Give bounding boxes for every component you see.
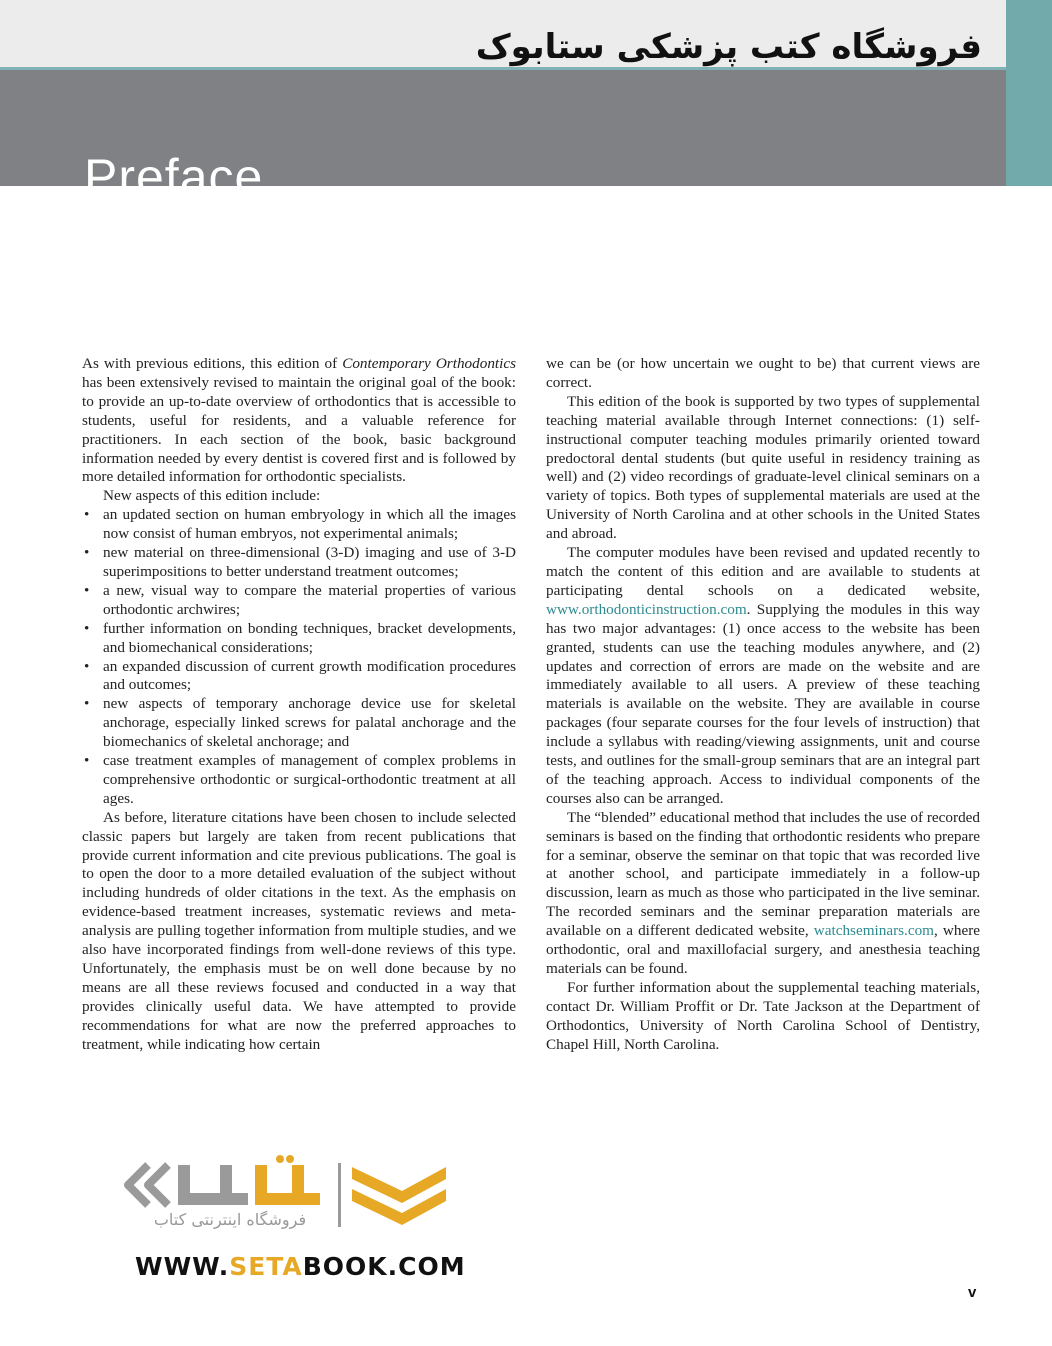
list-item: • an updated section on human embryology in which all the images now consist of human embryos, not experimental animals; (82, 506, 516, 544)
side-tab (1006, 0, 1052, 186)
chevron-icon (128, 1165, 168, 1205)
aspects-intro: New aspects of this edition include: (103, 487, 321, 505)
continuation-paragraph: we can be (or how uncertain we ought to be) that current views are correct. (546, 355, 980, 391)
page-title: Preface (84, 148, 264, 205)
logo-tagline: فروشگاه اینترنتی کتاب (153, 1210, 307, 1229)
intro-paragraph: As with previous editions, this edition of Contemporary Orthodontics has been extensively revised to maintain the original goal of the book: to provide an up-to-date overview of orthodontics that is accessible to students, useful for residents, and a valuable reference for practitioners. In each section of the book, basic background information needed by every dentist is covered first and is followed by more detailed information for orthodontic specialists. (82, 355, 516, 486)
blended-paragraph: The “blended” educational method that includes the use of recorded seminars is based on the finding that orthodontic residents who prepare for a seminar, observe the seminar on that topic that was recorded live at another school, and participate immediately in a follow-up discussion, learn as much as those who participated in the live seminar. The recorded seminars and the seminar preparation materials are available on a different dedicated website, watchseminars.com, where orthodontic, oral and maxillofacial surgery, and anesthesia teaching materials can be found. (546, 808, 980, 977)
list-item: • an expanded discussion of current growth modification procedures and outcomes; (82, 658, 516, 696)
modules-paragraph: The computer modules have been revised and updated recently to match the content of this edition and are available to students at participating dental schools on a dedicated website, www.orthodonticinstruction.com. Supplying the modules in this way has two major advantages: (1) once access to the website has been granted, students can use the teaching modules anywhere, and (2) updates and correction of errors are made on the website and are immediately available to all users. A preview of these teaching materials is available on the website. They are available in course packages (four separate courses for the four levels of instruction) that include a syllabus with reading/viewing assignments, unit and course tests, and outlines for the small-group seminars that are an integral part of the teaching approach. Access to individual components of the courses also can be arranged. (546, 544, 980, 807)
list-item: • case treatment examples of management of complex problems in comprehensive orthodontic or surgical-orthodontic treatment at all ages. (82, 752, 516, 809)
watchseminars-link[interactable]: watchseminars.com (813, 922, 934, 940)
book-stack-icon (352, 1167, 446, 1225)
list-item: • new aspects of temporary anchorage device use for skeletal anchorage, especially linked screws for palatal anchorage and the biomechanics of skeletal anchorage; and (82, 695, 516, 752)
page-number: v (968, 1284, 977, 1301)
contact-paragraph: For further information about the supplemental teaching materials, contact Dr. William Proffit or Dr. Tate Jackson at the Department of Orthodontics, University of North Carolina School of Dentistry, Chapel Hill, North Carolina. (546, 978, 980, 1053)
list-item: • a new, visual way to compare the material properties of various orthodontic archwires; (82, 582, 516, 620)
list-item: • further information on bonding techniques, bracket developments, and biomechanical considerations; (82, 620, 516, 658)
orthodontic-instruction-link[interactable]: www.orthodonticinstruction.com (546, 600, 747, 618)
book-title: Contemporary Orthodontics (342, 355, 516, 372)
new-aspects-list (82, 506, 516, 809)
logo-letterform (178, 1165, 248, 1205)
literature-paragraph: As before, literature citations have been chosen to include selected classic papers but largely are taken from recent publications that provide current information and cite previous publications. The goal is to open the door to a more detailed evaluation of the subject without including hundreds of older citations in the text. As the emphasis on evidence-based treatment increases, systematic reviews and meta-analysis are pulling together information from multiple studies, and we also have incorporated findings from well-done reviews of this type. Unfortunately, the emphasis must be on well done because by no means are all these reviews focused and conducted in a way that provides clinically useful data. We have attempted to provide recommendations for what are now the preferred approaches to treatment, while indicating how certain (82, 808, 516, 1053)
list-item: • new material on three-dimensional (3-D) imaging and use of 3-D superimpositions to better understand treatment outcomes; (82, 544, 516, 582)
right-column (546, 355, 980, 1055)
logo-letterform-accent (255, 1155, 320, 1205)
left-column (82, 355, 516, 1055)
store-name: فروشگاه کتب پزشکی ستابوک (475, 27, 982, 67)
logo-divider (338, 1163, 341, 1227)
supplemental-paragraph: This edition of the book is supported by two types of supplemental teaching material available through Internet connections: (1) self-instructional computer teaching modules primarily oriented toward predoctoral dental students (but quite useful in residency training as well) and (2) video recordings of graduate-level clinical seminars on a variety of topics. Both types of supplemental materials are used at the University of North Carolina and at other schools in the United States and abroad. (546, 392, 980, 543)
watermark-url: WWW.SETABOOK.COM (135, 1252, 466, 1281)
